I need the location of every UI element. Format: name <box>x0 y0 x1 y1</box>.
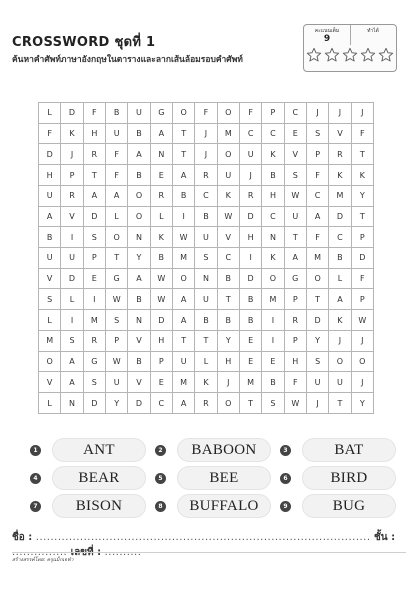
star-icon[interactable] <box>306 47 322 63</box>
star-icon[interactable] <box>342 47 358 63</box>
grid-cell[interactable]: T <box>105 248 127 269</box>
grid-row <box>39 351 374 372</box>
grid-cell[interactable]: U <box>39 248 61 269</box>
grid-cell[interactable]: L <box>105 206 127 227</box>
instructions: ค้นหาคำศัพท์ภาษาอังกฤษในตารางและลากเส้นล้อมรอบคำศัพท์ <box>12 55 243 65</box>
grid-cell[interactable]: M <box>83 310 105 331</box>
grid-cell[interactable]: B <box>262 372 284 393</box>
grid-cell[interactable]: D <box>83 393 105 414</box>
grid-cell[interactable]: W <box>150 268 172 289</box>
grid-cell[interactable]: T <box>329 393 351 414</box>
grid-cell[interactable]: A <box>329 289 351 310</box>
grid-cell[interactable]: B <box>172 185 194 206</box>
grid-cell[interactable]: I <box>83 289 105 310</box>
grid-cell[interactable]: M <box>262 289 284 310</box>
grid-cell[interactable]: L <box>329 268 351 289</box>
grid-cell[interactable]: D <box>83 206 105 227</box>
grid-cell[interactable]: V <box>39 372 61 393</box>
grid-cell[interactable]: J <box>195 123 217 144</box>
grid-cell[interactable]: C <box>217 248 239 269</box>
grid-cell[interactable]: R <box>195 165 217 186</box>
grid-cell[interactable]: R <box>195 393 217 414</box>
grid-cell[interactable]: B <box>329 248 351 269</box>
grid-cell[interactable]: A <box>61 372 83 393</box>
grid-cell[interactable]: E <box>150 372 172 393</box>
grid-cell[interactable]: B <box>128 351 150 372</box>
grid-cell[interactable]: D <box>351 248 373 269</box>
grid-cell[interactable]: S <box>195 248 217 269</box>
grid-cell[interactable]: I <box>262 330 284 351</box>
grid-cell[interactable]: T <box>351 144 373 165</box>
grid-cell[interactable]: G <box>105 268 127 289</box>
grid-cell[interactable]: T <box>172 144 194 165</box>
grid-cell[interactable]: V <box>284 144 306 165</box>
star-icon[interactable] <box>360 47 376 63</box>
grid-cell[interactable]: E <box>83 268 105 289</box>
word-label: BABOON <box>177 438 271 462</box>
grid-cell[interactable]: R <box>284 310 306 331</box>
grid-cell[interactable]: W <box>351 310 373 331</box>
grid-cell[interactable]: F <box>351 123 373 144</box>
grid-row <box>39 206 374 227</box>
name-field[interactable]: ........................................................................................... <box>35 532 371 543</box>
grid-cell[interactable]: U <box>239 144 261 165</box>
name-label: ชื่อ : <box>12 532 33 543</box>
grid-cell[interactable]: E <box>150 165 172 186</box>
grid-cell[interactable]: B <box>195 310 217 331</box>
grid-cell[interactable]: L <box>150 206 172 227</box>
grid-cell[interactable]: I <box>239 248 261 269</box>
grid-cell[interactable]: G <box>284 268 306 289</box>
word-item <box>30 438 148 462</box>
grid-row <box>39 165 374 186</box>
grid-cell[interactable]: O <box>172 103 194 124</box>
word-number-badge: 9 <box>280 501 291 512</box>
word-number-badge: 5 <box>155 473 166 484</box>
grid-cell[interactable]: N <box>150 144 172 165</box>
grid-row <box>39 144 374 165</box>
grid-cell[interactable]: Y <box>128 248 150 269</box>
grid-cell[interactable]: W <box>217 206 239 227</box>
grid-cell[interactable]: B <box>262 165 284 186</box>
grid-cell[interactable]: L <box>195 351 217 372</box>
grid-cell[interactable]: M <box>329 185 351 206</box>
grid-cell[interactable]: U <box>217 165 239 186</box>
grid-cell[interactable]: M <box>306 248 328 269</box>
grid-cell[interactable]: M <box>39 330 61 351</box>
grid-cell[interactable]: B <box>150 248 172 269</box>
grid-cell[interactable]: B <box>195 206 217 227</box>
grid-cell[interactable]: P <box>284 330 306 351</box>
grid-cell[interactable]: A <box>172 393 194 414</box>
grid-cell[interactable]: C <box>150 393 172 414</box>
grid-cell[interactable]: I <box>262 310 284 331</box>
grid-cell[interactable]: V <box>329 123 351 144</box>
grid-cell[interactable]: N <box>262 227 284 248</box>
grid-cell[interactable]: J <box>306 103 328 124</box>
earned-score-label: ทำได้ <box>367 28 379 34</box>
grid-cell[interactable]: W <box>105 289 127 310</box>
grid-cell[interactable]: O <box>217 393 239 414</box>
grid-cell[interactable]: O <box>172 268 194 289</box>
grid-row <box>39 227 374 248</box>
grid-cell[interactable]: T <box>172 123 194 144</box>
grid-cell[interactable]: M <box>172 372 194 393</box>
word-item <box>155 494 273 518</box>
word-label: BEAR <box>52 466 146 490</box>
grid-cell[interactable]: A <box>128 144 150 165</box>
grid-cell[interactable]: C <box>195 185 217 206</box>
grid-cell[interactable]: N <box>128 227 150 248</box>
star-rating <box>306 47 394 63</box>
grid-row <box>39 103 374 124</box>
grid-cell[interactable]: C <box>239 123 261 144</box>
grid-cell[interactable]: S <box>306 123 328 144</box>
word-item <box>280 494 398 518</box>
grid-cell[interactable]: K <box>329 310 351 331</box>
grid-cell[interactable]: J <box>351 372 373 393</box>
grid-cell[interactable]: J <box>329 330 351 351</box>
grid-row <box>39 289 374 310</box>
grid-cell[interactable]: A <box>284 248 306 269</box>
grid-cell[interactable]: C <box>329 227 351 248</box>
grid-cell[interactable]: S <box>262 393 284 414</box>
grid-cell[interactable]: J <box>61 144 83 165</box>
grid-cell[interactable]: D <box>61 268 83 289</box>
word-number-badge: 7 <box>30 501 41 512</box>
grid-cell[interactable]: P <box>351 227 373 248</box>
grid-cell[interactable]: W <box>172 227 194 248</box>
grid-cell[interactable]: L <box>39 393 61 414</box>
grid-cell[interactable]: T <box>284 227 306 248</box>
grid-cell[interactable]: O <box>128 206 150 227</box>
grid-cell[interactable]: F <box>195 103 217 124</box>
footer-credit: สร้างสรรค์โดย: ครูแม็กเจฟ่า <box>12 557 74 563</box>
class-label: ชั้น : <box>374 532 396 543</box>
word-number-badge: 6 <box>280 473 291 484</box>
grid-cell[interactable]: S <box>306 351 328 372</box>
grid-cell[interactable]: W <box>150 289 172 310</box>
grid-cell[interactable]: P <box>150 351 172 372</box>
grid-cell[interactable]: U <box>105 123 127 144</box>
grid-cell[interactable]: J <box>306 393 328 414</box>
grid-cell[interactable]: Y <box>105 393 127 414</box>
word-label: ANT <box>52 438 146 462</box>
grid-cell[interactable]: F <box>306 165 328 186</box>
grid-cell[interactable]: I <box>61 310 83 331</box>
grid-cell[interactable]: K <box>217 185 239 206</box>
grid-cell[interactable]: D <box>128 393 150 414</box>
grid-cell[interactable]: H <box>39 165 61 186</box>
word-search-grid[interactable] <box>38 102 374 414</box>
grid-cell[interactable]: T <box>172 330 194 351</box>
grid-cell[interactable]: D <box>61 103 83 124</box>
grid-cell[interactable]: D <box>239 268 261 289</box>
grid-cell[interactable]: B <box>217 268 239 289</box>
grid-cell[interactable]: A <box>172 165 194 186</box>
grid-cell[interactable]: K <box>150 227 172 248</box>
grid-cell[interactable]: P <box>351 289 373 310</box>
grid-cell[interactable]: E <box>239 330 261 351</box>
grid-row <box>39 268 374 289</box>
grid-cell[interactable]: E <box>262 351 284 372</box>
grid-cell[interactable]: T <box>217 289 239 310</box>
grid-cell[interactable]: Y <box>306 330 328 351</box>
grid-cell[interactable]: O <box>329 351 351 372</box>
grid-cell[interactable]: B <box>217 310 239 331</box>
grid-cell[interactable]: U <box>195 289 217 310</box>
grid-cell[interactable]: A <box>172 310 194 331</box>
grid-cell[interactable]: B <box>128 165 150 186</box>
grid-cell[interactable]: B <box>239 310 261 331</box>
full-score-label: คะแนนเต็ม <box>314 28 340 34</box>
word-number-badge: 1 <box>30 445 41 456</box>
grid-cell[interactable]: M <box>172 248 194 269</box>
grid-cell[interactable]: H <box>83 123 105 144</box>
grid-cell[interactable]: L <box>61 289 83 310</box>
grid-cell[interactable]: F <box>351 268 373 289</box>
grid-cell[interactable]: L <box>39 103 61 124</box>
grid-cell[interactable]: P <box>83 248 105 269</box>
grid-cell[interactable]: R <box>239 185 261 206</box>
score-divider <box>350 25 351 45</box>
grid-cell[interactable]: B <box>239 289 261 310</box>
grid-cell[interactable]: F <box>306 227 328 248</box>
footer-divider <box>12 552 406 553</box>
grid-cell[interactable]: S <box>105 310 127 331</box>
grid-cell[interactable]: A <box>105 185 127 206</box>
grid-cell[interactable]: C <box>306 185 328 206</box>
grid-cell[interactable]: K <box>262 144 284 165</box>
star-icon[interactable] <box>378 47 394 63</box>
grid-cell[interactable]: P <box>105 330 127 351</box>
grid-row <box>39 123 374 144</box>
grid-row <box>39 185 374 206</box>
grid-cell[interactable]: N <box>128 310 150 331</box>
grid-row <box>39 393 374 414</box>
grid-cell[interactable]: D <box>39 144 61 165</box>
grid-cell[interactable]: T <box>195 330 217 351</box>
grid-cell[interactable]: A <box>61 351 83 372</box>
grid-cell[interactable]: W <box>284 185 306 206</box>
word-number-badge: 2 <box>155 445 166 456</box>
grid-cell[interactable]: Y <box>351 393 373 414</box>
grid-cell[interactable]: M <box>239 372 261 393</box>
grid-cell[interactable]: E <box>239 351 261 372</box>
full-score-value: 9 <box>323 34 331 44</box>
grid-cell[interactable]: B <box>39 227 61 248</box>
grid-cell[interactable]: R <box>150 185 172 206</box>
word-item <box>30 494 148 518</box>
grid-cell[interactable]: S <box>61 330 83 351</box>
grid-cell[interactable]: U <box>61 248 83 269</box>
grid-cell[interactable]: J <box>217 372 239 393</box>
word-label: BUFFALO <box>177 494 271 518</box>
grid-cell[interactable]: A <box>306 206 328 227</box>
grid-cell[interactable]: J <box>351 330 373 351</box>
grid-cell[interactable]: F <box>83 103 105 124</box>
grid-cell[interactable]: U <box>39 185 61 206</box>
grid-cell[interactable]: F <box>39 123 61 144</box>
grid-cell[interactable]: R <box>61 185 83 206</box>
grid-cell[interactable]: F <box>105 165 127 186</box>
grid-cell[interactable]: H <box>262 185 284 206</box>
grid-cell[interactable]: S <box>83 372 105 393</box>
grid-cell[interactable]: W <box>284 393 306 414</box>
grid-cell[interactable]: D <box>329 206 351 227</box>
grid-cell[interactable]: J <box>351 103 373 124</box>
star-icon[interactable] <box>324 47 340 63</box>
grid-cell[interactable]: U <box>172 351 194 372</box>
grid-cell[interactable]: J <box>195 144 217 165</box>
word-label: BUG <box>302 494 396 518</box>
grid-cell[interactable]: H <box>239 227 261 248</box>
word-label: BAT <box>302 438 396 462</box>
grid-cell[interactable]: O <box>39 351 61 372</box>
word-item <box>280 466 398 490</box>
grid-cell[interactable]: S <box>39 289 61 310</box>
grid-cell[interactable]: O <box>105 227 127 248</box>
grid-cell[interactable]: U <box>128 103 150 124</box>
grid-row <box>39 310 374 331</box>
grid-cell[interactable]: P <box>262 103 284 124</box>
grid-cell[interactable]: S <box>83 227 105 248</box>
grid-cell[interactable]: V <box>39 268 61 289</box>
grid-cell[interactable]: P <box>284 289 306 310</box>
grid-cell[interactable]: K <box>351 165 373 186</box>
grid-cell[interactable]: B <box>128 289 150 310</box>
grid-cell[interactable]: U <box>329 372 351 393</box>
grid-cell[interactable]: P <box>306 144 328 165</box>
grid-cell[interactable]: O <box>217 144 239 165</box>
grid-cell[interactable]: U <box>105 372 127 393</box>
grid-cell[interactable]: A <box>150 123 172 144</box>
word-item <box>155 466 273 490</box>
grid-cell[interactable]: H <box>284 351 306 372</box>
grid-cell[interactable]: F <box>239 103 261 124</box>
grid-cell[interactable]: A <box>172 289 194 310</box>
grid-cell[interactable]: O <box>262 268 284 289</box>
grid-cell[interactable]: V <box>217 227 239 248</box>
grid-cell[interactable]: N <box>195 268 217 289</box>
grid-cell[interactable]: C <box>262 206 284 227</box>
grid-cell[interactable]: B <box>128 123 150 144</box>
grid-row <box>39 372 374 393</box>
grid-cell[interactable]: F <box>284 372 306 393</box>
grid-cell[interactable]: V <box>128 372 150 393</box>
grid-cell[interactable]: V <box>61 206 83 227</box>
score-box <box>303 24 397 72</box>
word-label: BEE <box>177 466 271 490</box>
word-number-badge: 4 <box>30 473 41 484</box>
grid-cell[interactable]: L <box>39 310 61 331</box>
grid-cell[interactable]: C <box>284 103 306 124</box>
grid-cell[interactable]: I <box>172 206 194 227</box>
grid-cell[interactable]: A <box>83 185 105 206</box>
word-item <box>280 438 398 462</box>
grid-cell[interactable]: T <box>351 206 373 227</box>
grid-cell[interactable]: K <box>61 123 83 144</box>
grid-cell[interactable]: O <box>128 185 150 206</box>
grid-row <box>39 330 374 351</box>
grid-cell[interactable]: G <box>150 103 172 124</box>
grid-cell[interactable]: I <box>61 227 83 248</box>
grid-cell[interactable]: K <box>262 248 284 269</box>
grid-cell[interactable]: B <box>105 103 127 124</box>
grid-cell[interactable]: H <box>150 330 172 351</box>
grid-cell[interactable]: C <box>262 123 284 144</box>
grid-cell[interactable]: O <box>217 103 239 124</box>
word-item <box>30 466 148 490</box>
grid-cell[interactable]: R <box>83 144 105 165</box>
grid-cell[interactable]: Y <box>217 330 239 351</box>
grid-cell[interactable]: R <box>83 330 105 351</box>
grid-cell[interactable]: M <box>217 123 239 144</box>
word-item <box>155 438 273 462</box>
grid-cell[interactable]: D <box>150 310 172 331</box>
word-label: BIRD <box>302 466 396 490</box>
grid-cell[interactable]: S <box>284 165 306 186</box>
grid-cell[interactable]: U <box>306 372 328 393</box>
grid-cell[interactable]: V <box>128 330 150 351</box>
word-label: BISON <box>52 494 146 518</box>
grid-cell[interactable]: T <box>83 165 105 186</box>
grid-cell[interactable]: F <box>105 144 127 165</box>
grid-cell[interactable]: J <box>329 103 351 124</box>
grid-cell[interactable]: K <box>329 165 351 186</box>
grid-cell[interactable]: P <box>61 165 83 186</box>
grid-cell[interactable]: N <box>61 393 83 414</box>
page-title: CROSSWORD ชุดที่ 1 <box>12 35 156 50</box>
word-number-badge: 8 <box>155 501 166 512</box>
grid-cell[interactable]: A <box>128 268 150 289</box>
grid-cell[interactable]: E <box>284 123 306 144</box>
grid-cell[interactable]: R <box>329 144 351 165</box>
grid-cell[interactable]: Y <box>351 185 373 206</box>
grid-cell[interactable]: U <box>284 206 306 227</box>
grid-cell[interactable]: A <box>39 206 61 227</box>
grid-cell[interactable]: K <box>195 372 217 393</box>
grid-cell[interactable]: G <box>83 351 105 372</box>
grid-cell[interactable]: O <box>351 351 373 372</box>
grid-cell[interactable]: H <box>217 351 239 372</box>
grid-cell[interactable]: D <box>306 310 328 331</box>
grid-row <box>39 248 374 269</box>
grid-cell[interactable]: T <box>239 393 261 414</box>
grid-cell[interactable]: D <box>239 206 261 227</box>
grid-cell[interactable]: U <box>195 227 217 248</box>
grid-cell[interactable]: J <box>239 165 261 186</box>
grid-cell[interactable]: T <box>306 289 328 310</box>
word-number-badge: 3 <box>280 445 291 456</box>
grid-cell[interactable]: W <box>105 351 127 372</box>
grid-cell[interactable]: O <box>306 268 328 289</box>
